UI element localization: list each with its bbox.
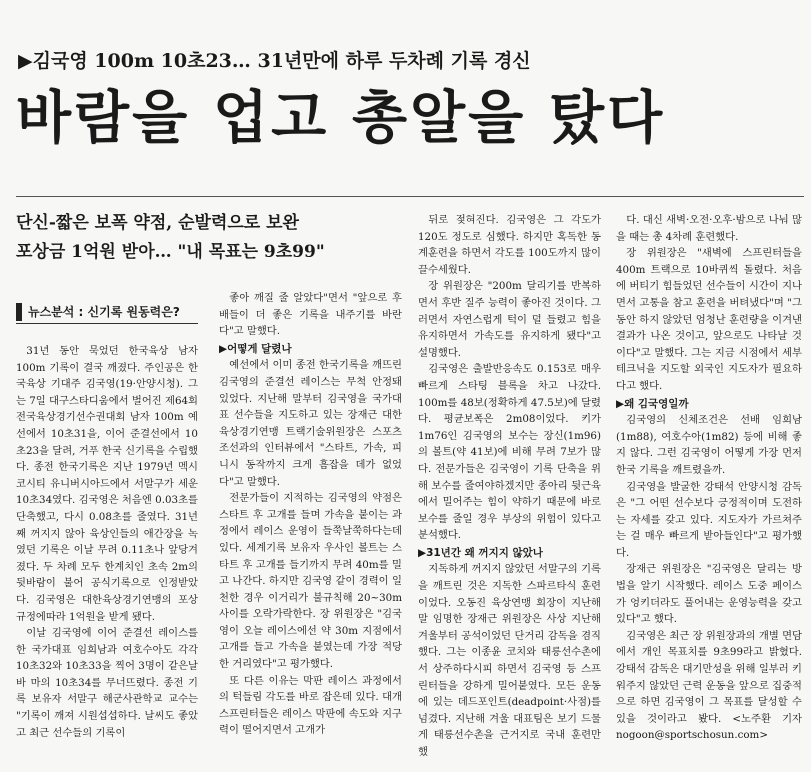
deck: [16, 209, 404, 267]
paragraph: 31년 동안 묵었던 한국육상 남자 100m 기록이 결국 깨졌다. 주인공은 한국육상 기대주 김국영(19·안양시청). 그는 7일 대구스타디움에서 벌어진 제64회 전국육상경기선수권대회 남자 100m 예선에서 10초31을, 이어 준결선에서 10초23을 달려, 거푸 한국 신기록을 수립했다. 종전 한국기록은 지난 1979년 멕시코시티 유니버시아드에서 서말구가 세운 10초34였다. 김국영은 처음엔 0.03초를 단축했고, 다시 0.08초를 줄였다. 31년째 꺼지지 않아 육상인들의 애간장을 녹였던 기록은 이날 무려 0.11초나 앞당겨졌다. 두 차례 모두 한계치인 초속 2m의 뒷바람이 불어 공식기록으로 인정받았다. 김국영은 대한육상경기연맹의 포상 규정에따라 1억원을 받게 됐다.: [16, 345, 198, 623]
paragraph: 김국영은 최근 장 위원장과의 개별 면담에서 개인 목표치를 9초99라고 밝혔다. 강태석 감독은 대기만성을 위해 일부러 키워주지 않았던 근력 운동을 앞으로 집중적으로 하면 김국영이 그 목표를 달성할 수 있을 것이라고 봤다. <노주환 기자 nogoon@sportschosun.com>: [616, 629, 802, 742]
paragraph: 장재근 위원장은 "김국영은 달리는 방법을 알기 시작했다. 레이스 도중 페이스가 엉키더라도 풀어내는 운영능력을 갖고 있다"고 했다.: [616, 563, 802, 626]
paragraph: 전문가들이 지적하는 김국영의 약점은 스타트 후 고개를 들며 가속을 붙이는 과정에서 레이스 운영이 들쭉날쭉하다는데 있다. 세계기록 보유자 우사인 볼트는 스타트 후 고개를 들기까지 무려 40m를 밀고 나간다. 하지만 김국영 같이 경력이 일천한 경우 이거리가 불규칙해 20~30m사이를 오락가락한다. 장 위원장은 "김국영이 오늘 레이스에선 약 30m 지점에서 고개를 들고 가속을 붙였는데 가장 적당한 거리였다"고 평가했다.: [219, 492, 402, 671]
article-column-3: [418, 212, 601, 771]
article-column-1: [16, 343, 198, 771]
headline: 바람을 업고 총알을 탔다: [16, 85, 666, 151]
kicker: ▶김국영 100m 10초23… 31년만에 하루 두차례 기록 경신: [18, 50, 531, 72]
article-column-2: [219, 290, 402, 771]
label-bar: [16, 303, 22, 321]
paragraph: 이날 김국영에 이어 준결선 레이스를 한 국가대표 임희남과 여호수아도 각각 10초32와 10초33을 찍어 3명이 같은날 바 마의 10초34를 무너뜨렸다. 종전 기록 보유자 서말구 해군사관학교 교수는 "기록이 깨져 시원섭섭하다. 날씨도 좋았고 최근 선수들의 기록이: [16, 627, 198, 739]
paragraph: 지독하게 꺼지지 않았던 서말구의 기록을 깨트린 것은 지독한 스파르타식 훈련이었다. 오동진 육상연맹 회장이 지난해 말 임명한 장재근 위원장은 사상 지난해 겨울부터 공석이었던 단거리 감독을 겸직했다. 그는 이종윤 코치와 태릉선수촌에서 상주하다시피 하면서 김국영 등 스프린터들을 강하게 밀어붙였다. 모든 운동에 있는 데드포인트(deadpoint·사점)를 넘겼다. 지난해 겨울 대표팀은 보기 드물게 태릉선수촌을 근거지로 국내 훈련만 했: [418, 563, 601, 758]
paragraph: 예선에서 이미 종전 한국기록을 깨뜨린 김국영의 준결선 레이스는 무척 안정돼 있었다. 지난해 말부터 김국영을 국가대표 선수들을 지도하고 있는 장재근 대한육상경기연맹 트랙기술위원장은 스포츠조선과의 인터뷰에서 "스타트, 가속, 피니시 동작까지 크게 흠잡을 데가 없었다"고 말했다.: [219, 359, 402, 488]
paragraph: 장 위원장은 "새벽에 스프린터들을 400m 트랙으로 10바퀴씩 돌렸다. 처음에 버티기 힘들었던 선수들이 시간이 지나면서 고통을 참고 훈련을 버텨냈다"며 "그동안 하지 않았던 엄청난 훈련량을 이겨낸 결과가 나온 것이고, 앞으로도 나타날 것이다"고 말했다. 그는 지금 시점에서 세부 테크닉을 지도할 외국인 지도자가 필요하다고 했다.: [616, 247, 802, 392]
subhead: ▶31년간 왜 꺼지지 않았나: [418, 546, 543, 559]
paragraph: 김국영을 발굴한 강태석 안양시청 감독은 "그 어떤 선수보다 긍정적이며 도전하는 자세를 갖고 있다. 지도자가 가르쳐주는 걸 매우 빠르게 받아들인다"고 평가했다.: [616, 480, 802, 559]
article-column-4: [616, 212, 802, 771]
section-label: [16, 300, 198, 324]
paragraph: 좋아 깨질 줄 알았다"면서 "앞으로 후배들이 더 좋은 기록을 내주기를 바란다"고 말했다.: [219, 292, 402, 338]
paragraph: 뒤로 젖혀진다. 김국영은 그 각도가 120도 정도로 심했다. 하지만 혹독한 동계훈련을 하면서 각도를 100도까지 많이 끌수세웠다.: [418, 214, 601, 276]
deck-line: 단신-짧은 보폭 약점, 순발력으로 보완: [16, 213, 299, 233]
paragraph: 또 다른 이유는 막판 레이스 과정에서의 턱들림 각도를 바로 잡은데 있다. 대개 스프린터들은 레이스 막판에 속도와 지구력이 떨어지면서 고개가: [219, 674, 402, 737]
paragraph: 김국영은 출발반응속도 0.153로 매우 빠르게 스타팅 블록을 차고 나갔다. 100m를 48보(정확하게 47.5보)에 달렸다. 평균보폭은 2m08이었다. 키가 1m76인 김국영의 보수는 장신(1m96)의 볼트(약 41보)에 비해 무려 7보가 많다. 전문가들은 김국영이 기록 단축을 위해 보수를 줄여야하겠지만 종아리 뒷근육에서 밀어주는 힘이 약하기 때문에 바로 보수를 줄일 경우 부상의 위험이 있다고 분석했다.: [418, 363, 601, 542]
paragraph: 김국영의 신체조건은 선배 임희남(1m88), 여호수아(1m82) 등에 비해 좋지 않다. 그런 김국영이 어떻게 가장 먼저 한국 기록을 깨트렸을까.: [616, 414, 802, 476]
deck-line: 포상금 1억원 받아… "내 목표는 9초99": [16, 242, 325, 262]
paragraph: 다. 대신 새벽·오전·오후·밤으로 나눠 많을 때는 총 4차례 훈련했다.: [616, 214, 802, 243]
subhead: ▶왜 김국영일까: [616, 397, 689, 410]
paragraph: 장 위원장은 "200m 달리기를 반복하면서 후반 질주 능력이 좋아진 것이다. 그러면서 자연스럽게 턱이 덜 들렸고 힘을 유지하면서 가속도를 유지하게 됐다"고 설명했다.: [418, 280, 601, 359]
section-label-text: 뉴스분석 : 신기록 원동력은?: [28, 305, 180, 319]
subhead: ▶어떻게 달렸나: [219, 342, 292, 355]
divider: [16, 196, 804, 197]
